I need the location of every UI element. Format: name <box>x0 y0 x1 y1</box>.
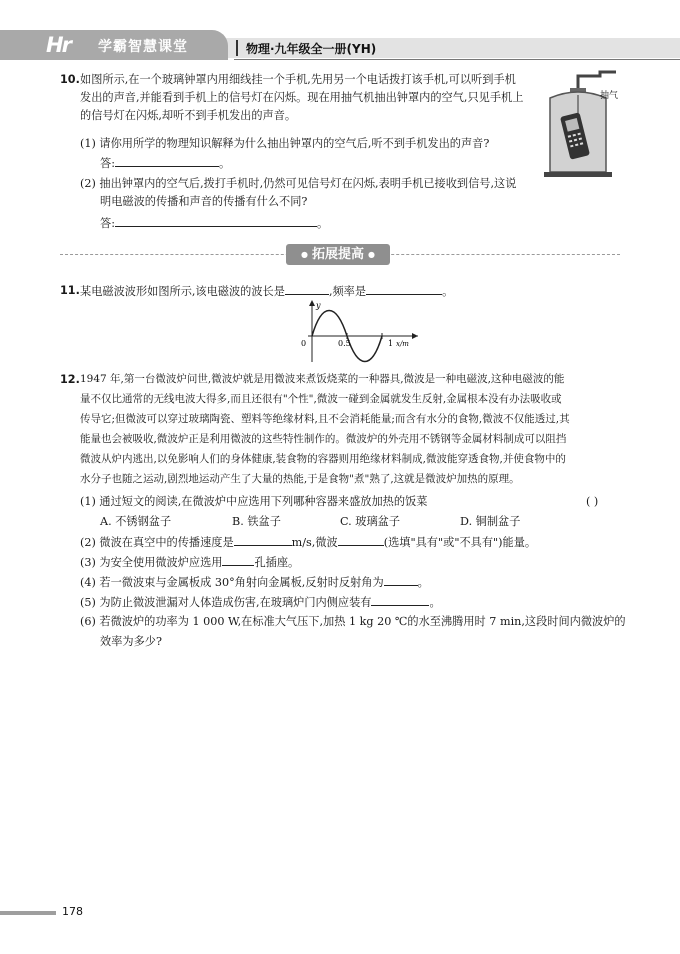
tick-label-0.5: 0.5 <box>338 339 351 348</box>
page-number: 178 <box>62 905 83 918</box>
tick-label-1: 1 <box>388 339 394 348</box>
q10-stem-line3: 的信号灯在闪烁,却听不到手机发出的声音。 <box>80 109 297 122</box>
series-name: 学霸智慧课堂 <box>98 39 188 55</box>
answer-blank[interactable] <box>115 215 317 227</box>
option-b[interactable]: B. 铁盆子 <box>232 515 281 528</box>
option-d[interactable]: D. 铜制盆子 <box>460 515 521 528</box>
option-c[interactable]: C. 玻璃盆子 <box>340 515 401 528</box>
wavelength-blank[interactable] <box>285 283 329 295</box>
answer-label: 答: <box>100 157 115 170</box>
book-title: 物理·九年级全一册(YH) <box>246 42 377 56</box>
q12-sub3: (3) 为安全使用微波炉应选用 孔插座。 <box>80 556 300 569</box>
answer-label: 答: <box>100 217 115 230</box>
q12-passage-line5: 微波从炉内逃出,以免影响人们的身体健康,装食物的容器则用绝缘材料制成,微波能穿透食物,并使食物中的 <box>80 453 566 465</box>
q12-sub6-line2: 效率为多少? <box>100 635 162 648</box>
bell-jar-figure <box>540 68 630 180</box>
footer-bar <box>0 911 56 915</box>
q10-answer2: 答: 。 <box>100 217 329 230</box>
q10-stem-line2: 发出的声音,并能看到手机上的信号灯在闪烁。现在用抽气机抽出钟罩内的空气,只见手机上 <box>80 91 524 104</box>
q11-text: 某电磁波波形如图所示,该电磁波的波长是 ,频率是 。 <box>80 285 454 298</box>
q12-sub2: (2) 微波在真空中的传播速度是 m/s,微波 (选填"具有"或"不具有")能量。 <box>80 536 537 549</box>
q12-passage-line6: 水分子也随之运动,剧烈地运动产生了大量的热能,于是食物"煮"熟了,这就是微波炉加热的原理。 <box>80 473 520 485</box>
q12-passage-line3: 传导它;但微波可以穿过玻璃陶瓷、塑料等绝缘材料,且不会消耗能量;而含有水分的食物,微波不仅能透过,其 <box>80 413 570 425</box>
speed-blank[interactable] <box>234 534 292 546</box>
header-rule <box>234 59 680 60</box>
logo-mark: Hr <box>46 33 70 57</box>
q10-sub1: (1) 请你用所学的物理知识解释为什么抽出钟罩内的空气后,听不到手机发出的声音? <box>80 137 490 150</box>
q12-passage-line4: 能量也会被吸收,微波炉正是利用微波的这些特性制作的。微波炉的外壳用不锈钢等金属材料制成可以阻挡 <box>80 433 567 445</box>
q10-answer1: 答: 。 <box>100 157 231 170</box>
q12-sub6-line1: (6) 若微波炉的功率为 1 000 W,在标准大气压下,加热 1 kg 20 ℃的水至沸腾用时 7 min,这段时间内微波炉的 <box>80 615 626 628</box>
option-a[interactable]: A. 不锈钢盆子 <box>100 515 172 528</box>
y-label: y <box>316 301 321 310</box>
q12-sub5: (5) 为防止微波泄漏对人体造成伤害,在玻璃炉门内侧应装有 。 <box>80 596 441 609</box>
q12-number: 12. <box>60 373 80 386</box>
q10-number: 10. <box>60 73 80 86</box>
header-separator <box>236 40 238 56</box>
pump-label: 抽气 <box>600 91 619 101</box>
section-title: 拓展提高 <box>311 247 364 262</box>
energy-blank[interactable] <box>338 534 384 546</box>
q11-number: 11. <box>60 284 80 297</box>
answer-blank[interactable] <box>115 155 219 167</box>
q12-passage-line1: 1947 年,第一台微波炉问世,微波炉就是用微波来煮饭烧菜的一种器具,微波是一种电磁波,这种电磁波的能 <box>80 373 565 385</box>
q12-sub4: (4) 若一微波束与金属板成 30°角射向金属板,反射时反射角为 。 <box>80 576 429 589</box>
origin-label: 0 <box>301 339 307 348</box>
angle-blank[interactable] <box>384 574 418 586</box>
frequency-blank[interactable] <box>366 283 442 295</box>
q10-stem-line1: 如图所示,在一个玻璃钟罩内用细线挂一个手机,先用另一个电话拨打该手机,可以听到手机 <box>80 73 516 86</box>
q10-sub2-line1: (2) 抽出钟罩内的空气后,拨打手机时,仍然可见信号灯在闪烁,表明手机已接收到信号,这说 <box>80 177 517 190</box>
waveform-graph <box>278 298 428 364</box>
socket-blank[interactable] <box>222 554 254 566</box>
q12-sub1: (1) 通过短文的阅读,在微波炉中应选用下列哪种容器来盛放加热的饭菜 <box>80 495 428 508</box>
q12-passage-line2: 量不仅比通常的无线电波大得多,而且还很有"个性",微波一碰到金属就发生反射,金属根本没有办法吸收或 <box>80 393 562 405</box>
section-badge: ● 拓展提高 ● <box>286 244 390 265</box>
x-label: x/m <box>396 340 409 348</box>
q10-sub2-line2: 明电磁波的传播和声音的传播有什么不同? <box>100 195 308 208</box>
answer-paren[interactable]: ( ) <box>586 495 599 508</box>
shield-blank[interactable] <box>371 594 429 606</box>
